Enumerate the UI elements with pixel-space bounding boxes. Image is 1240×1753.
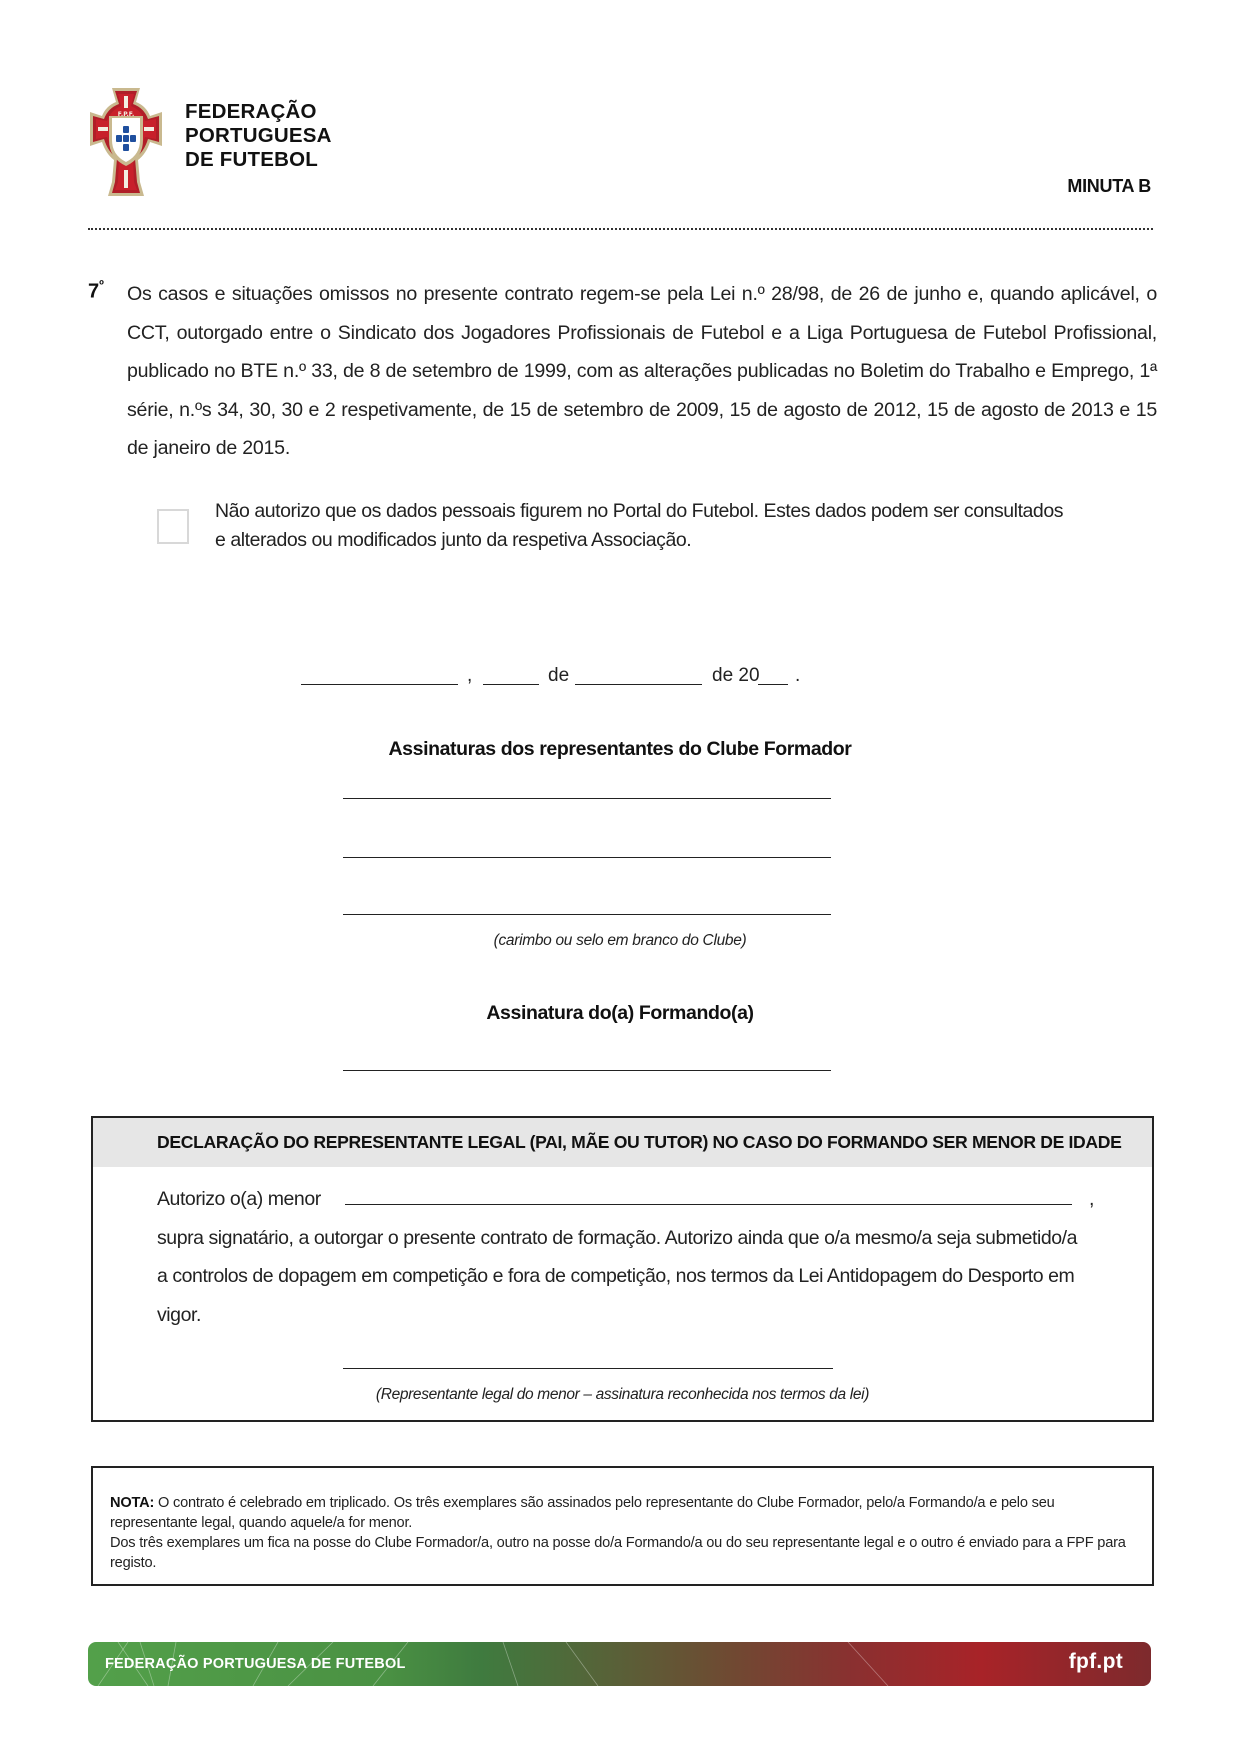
declaration-title: DECLARAÇÃO DO REPRESENTANTE LEGAL (PAI, MÃE OU TUTOR) NO CASO DO FORMANDO SER MENOR DE IDADE bbox=[157, 1132, 1122, 1152]
clause-text: Os casos e situações omissos no presente contrato regem-se pela Lei n.º 28/98, de 26 de junho e, quando aplicável, o CCT, outorgado entre o Sindicato dos Jogadores Profissionais de Futebol e a Liga Portuguesa de Futebol Profissional, publicado no BTE n.º 33, de 8 de setembro de 1999, com as alterações publicadas no Boletim do Trabalho e Emprego, 1ª série, n.ºs 34, 30, 30 e 2 respetivamente, de 15 de setembro de 2009, 15 de agosto de 2012, 15 de agosto de 2013 e 15 de janeiro de 2015. bbox=[127, 283, 1157, 460]
clause-number bbox=[88, 278, 104, 304]
club-signature-line-3[interactable] bbox=[343, 914, 831, 915]
club-signatures-heading: Assinaturas dos representantes do Clube Formador bbox=[388, 738, 852, 760]
nota-box bbox=[91, 1466, 1154, 1586]
consent-text bbox=[215, 497, 1125, 555]
fpf-crest-logo bbox=[88, 86, 164, 198]
svg-text:F.P.F.: F.P.F. bbox=[117, 111, 135, 118]
legal-representative-signature-line[interactable] bbox=[343, 1368, 833, 1369]
nota-text bbox=[110, 1493, 1140, 1573]
year-field[interactable] bbox=[758, 684, 788, 685]
crest-icon bbox=[88, 86, 164, 198]
minor-name-row bbox=[157, 1180, 1092, 1219]
club-signature-line-2[interactable] bbox=[343, 857, 831, 858]
org-name-line-2: PORTUGUESA bbox=[185, 124, 332, 147]
place-field[interactable] bbox=[301, 684, 458, 685]
date-year-prefix: de 20 bbox=[712, 665, 760, 686]
declaration-body bbox=[157, 1180, 1092, 1335]
dotted-divider bbox=[88, 228, 1153, 230]
minor-name-field[interactable] bbox=[345, 1204, 1072, 1205]
portal-data-opt-out-checkbox[interactable] bbox=[157, 509, 189, 544]
consent-line-1: Não autorizo que os dados pessoais figurem no Portal do Futebol. Estes dados podem ser consultados bbox=[215, 500, 1064, 522]
org-name-line-3: DE FUTEBOL bbox=[185, 148, 318, 171]
org-name-logotype bbox=[185, 100, 332, 172]
declaration-text: supra signatário, a outorgar o presente contrato de formação. Autorizo ainda que o/a mesmo/a seja submetido/a a controlos de dopagem em competição e fora de competição, nos termos da Lei Antidopagem do Desporto em vigor. bbox=[157, 1226, 1078, 1327]
clause-number-value: 7 bbox=[88, 280, 100, 303]
minor-name-comma: , bbox=[1089, 1188, 1094, 1210]
nota-line-1: O contrato é celebrado em triplicado. Os três exemplares são assinados pelo representante do Clube Formador, pelo/a Formando/a e pelo seu representante legal, quando aquele/a for menor. bbox=[110, 1495, 1055, 1531]
trainee-signature-line[interactable] bbox=[343, 1070, 831, 1071]
ordinal-suffix: º bbox=[99, 277, 104, 292]
date-period: . bbox=[795, 665, 801, 686]
footer-org-name: FEDERAÇÃO PORTUGUESA DE FUTEBOL bbox=[105, 1656, 406, 1672]
date-place-row bbox=[0, 662, 1240, 692]
legal-representative-caption: (Representante legal do menor – assinatura reconhecida nos termos da lei) bbox=[375, 1386, 870, 1403]
date-comma: , bbox=[467, 665, 473, 686]
trainee-signature-heading: Assinatura do(a) Formando(a) bbox=[486, 1002, 754, 1024]
document-label: MINUTA B bbox=[1067, 176, 1151, 196]
month-field[interactable] bbox=[575, 684, 702, 685]
legal-representative-declaration bbox=[91, 1116, 1154, 1422]
club-stamp-caption: (carimbo ou selo em branco do Clube) bbox=[493, 932, 747, 949]
nota-label: NOTA: bbox=[110, 1495, 155, 1511]
club-signature-line-1[interactable] bbox=[343, 798, 831, 799]
org-name-line-1: FEDERAÇÃO bbox=[185, 100, 317, 123]
date-de-label: de bbox=[548, 665, 570, 686]
nota-paragraph-1 bbox=[110, 1493, 1140, 1533]
authorize-minor-label: Autorizo o(a) menor bbox=[157, 1188, 321, 1210]
consent-line-2: e alterados ou modificados junto da respetiva Associação. bbox=[215, 529, 692, 551]
declaration-header bbox=[93, 1118, 1152, 1167]
nota-paragraph-2: Dos três exemplares um fica na posse do Clube Formador/a, outro na posse do/a Formando/a ou do seu representante legal e o outro é enviado para a FPF para registo. bbox=[110, 1535, 1126, 1571]
footer-banner bbox=[88, 1642, 1151, 1686]
footer-website-link[interactable]: fpf.pt bbox=[1068, 1650, 1123, 1673]
day-field[interactable] bbox=[483, 684, 539, 685]
